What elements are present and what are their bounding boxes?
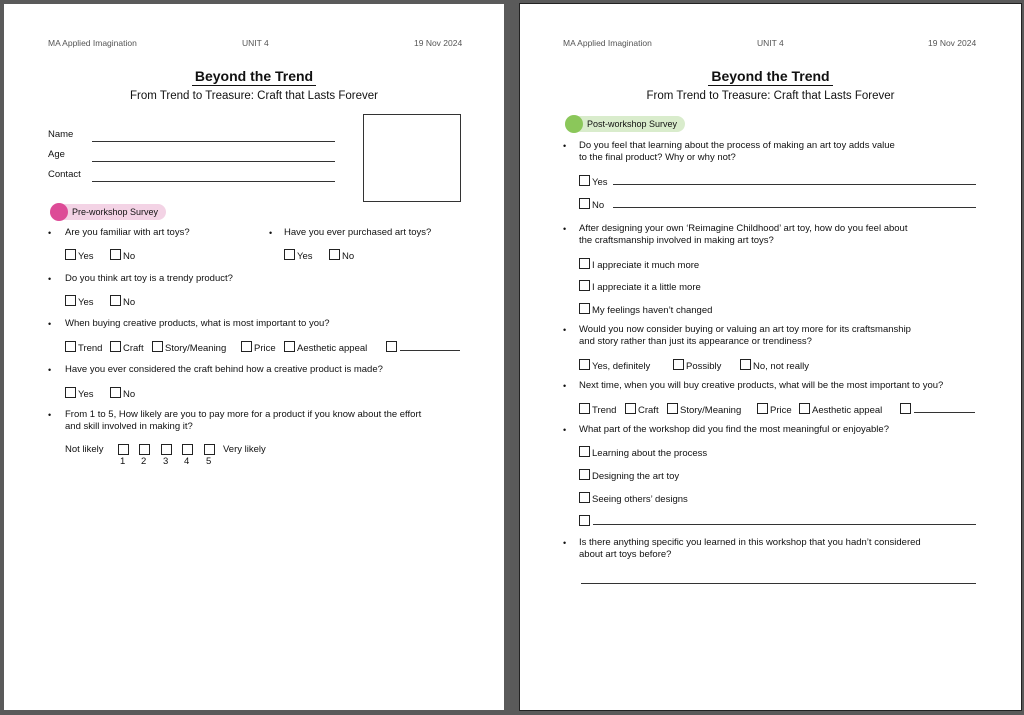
bullet: •: [269, 228, 273, 238]
pre-q4-text: When buying creative products, what is most important to you?: [65, 318, 330, 329]
post-q4-option-aesthetic[interactable]: Aesthetic appeal: [799, 403, 882, 417]
post-q1-yes[interactable]: Yes: [579, 175, 608, 189]
scale-option-4[interactable]: [182, 444, 193, 455]
scale-option-1[interactable]: [118, 444, 129, 455]
bullet: •: [48, 228, 52, 238]
scale-number-5: 5: [206, 456, 212, 467]
header-program: MA Applied Imagination: [563, 38, 652, 48]
header-date: 19 Nov 2024: [414, 38, 463, 48]
pre-q4-option-trend[interactable]: Trend: [65, 341, 102, 355]
pre-q3-yes[interactable]: Yes: [65, 295, 94, 309]
bullet: •: [563, 141, 567, 151]
post-q1-text-line2: to the final product? Why or why not?: [579, 152, 736, 163]
bullet: •: [48, 274, 52, 284]
post-q5-option-process[interactable]: Learning about the process: [579, 446, 707, 460]
post-q6-text-line1: Is there anything specific you learned in this workshop that you hadn’t considered: [579, 537, 921, 548]
post-survey-heading: Post-workshop Survey: [565, 116, 685, 132]
bullet: •: [563, 538, 567, 548]
header-unit: UNIT 4: [242, 38, 269, 48]
scale-number-3: 3: [163, 456, 169, 467]
pre-q4-option-story[interactable]: Story/Meaning: [152, 341, 226, 355]
header-unit: UNIT 4: [757, 38, 784, 48]
post-q5-option-other[interactable]: [579, 515, 590, 526]
contact-label: Contact: [48, 169, 81, 180]
survey-page-pre: [4, 4, 504, 710]
green-dot-icon: [565, 115, 583, 133]
pre-q1-yes[interactable]: Yes: [65, 249, 94, 263]
scale-low-label: Not likely: [65, 444, 104, 455]
bullet: •: [48, 365, 52, 375]
post-q4-option-trend[interactable]: Trend: [579, 403, 616, 417]
post-q2-text-line1: After designing your own ‘Reimagine Childhood’ art toy, how do you feel about: [579, 223, 908, 234]
scale-high-label: Very likely: [223, 444, 266, 455]
name-field[interactable]: [92, 141, 335, 142]
post-q4-other-field[interactable]: [914, 412, 975, 413]
post-q3-text-line1: Would you now consider buying or valuing an art toy more for its craftsmanship: [579, 324, 911, 335]
contact-field[interactable]: [92, 181, 335, 182]
post-q6-answer-field[interactable]: [581, 583, 976, 584]
pre-q2-text: Have you ever purchased art toys?: [284, 227, 432, 238]
post-q3-option-not-really[interactable]: No, not really: [740, 359, 809, 373]
header-date: 19 Nov 2024: [928, 38, 977, 48]
post-q3-text-line2: and story rather than just its appearance or trendiness?: [579, 336, 812, 347]
bullet: •: [563, 224, 567, 234]
post-q4-option-other[interactable]: [900, 403, 911, 414]
post-q5-option-designing[interactable]: Designing the art toy: [579, 469, 679, 483]
post-q5-text: What part of the workshop did you find the most meaningful or enjoyable?: [579, 424, 889, 435]
age-label: Age: [48, 149, 65, 160]
pre-q2-yes[interactable]: Yes: [284, 249, 313, 263]
scale-number-2: 2: [141, 456, 147, 467]
scale-option-3[interactable]: [161, 444, 172, 455]
pre-survey-heading: Pre-workshop Survey: [50, 204, 166, 220]
post-q5-option-others-designs[interactable]: Seeing others’ designs: [579, 492, 688, 506]
age-field[interactable]: [92, 161, 335, 162]
post-q4-option-price[interactable]: Price: [757, 403, 792, 417]
pre-q4-option-aesthetic[interactable]: Aesthetic appeal: [284, 341, 367, 355]
pre-q5-text: Have you ever considered the craft behind how a creative product is made?: [65, 364, 383, 375]
post-q2-option-little-more[interactable]: I appreciate it a little more: [579, 280, 701, 294]
pink-dot-icon: [50, 203, 68, 221]
pre-q3-text: Do you think art toy is a trendy product?: [65, 273, 233, 284]
scale-number-4: 4: [184, 456, 190, 467]
bullet: •: [563, 381, 567, 391]
page-subtitle: From Trend to Treasure: Craft that Lasts Forever: [646, 90, 895, 102]
scale-option-5[interactable]: [204, 444, 215, 455]
post-q2-option-unchanged[interactable]: My feelings haven’t changed: [579, 303, 712, 317]
pre-q5-yes[interactable]: Yes: [65, 387, 94, 401]
pre-q3-no[interactable]: No: [110, 295, 135, 309]
pre-q2-no[interactable]: No: [329, 249, 354, 263]
post-q1-yes-reason-field[interactable]: [613, 184, 976, 185]
bullet: •: [48, 410, 52, 420]
pre-q1-text: Are you familiar with art toys?: [65, 227, 190, 238]
post-q1-no[interactable]: No: [579, 198, 604, 212]
post-q6-text-line2: about art toys before?: [579, 549, 672, 560]
pre-q6-text-line2: and skill involved in making it?: [65, 421, 193, 432]
post-q5-other-field[interactable]: [593, 524, 976, 525]
page-subtitle: From Trend to Treasure: Craft that Lasts Forever: [130, 90, 378, 102]
scale-number-1: 1: [120, 456, 126, 467]
pre-q4-option-craft[interactable]: Craft: [110, 341, 144, 355]
post-q3-option-definitely[interactable]: Yes, definitely: [579, 359, 650, 373]
post-q3-option-possibly[interactable]: Possibly: [673, 359, 721, 373]
post-q4-option-story[interactable]: Story/Meaning: [667, 403, 741, 417]
photo-box[interactable]: [363, 114, 461, 202]
header-program: MA Applied Imagination: [48, 38, 137, 48]
post-q2-option-much-more[interactable]: I appreciate it much more: [579, 258, 699, 272]
page-title: Beyond the Trend: [4, 68, 504, 84]
pre-q6-text-line1: From 1 to 5, How likely are you to pay more for a product if you know about the effort: [65, 409, 422, 420]
pre-q4-other-field[interactable]: [400, 350, 460, 351]
pre-q4-option-other[interactable]: [386, 341, 397, 352]
pre-q1-no[interactable]: No: [110, 249, 135, 263]
name-label: Name: [48, 129, 74, 140]
post-q4-text: Next time, when you will buy creative products, what will be the most important to you?: [579, 380, 944, 391]
scale-option-2[interactable]: [139, 444, 150, 455]
bullet: •: [563, 425, 567, 435]
pre-q4-option-price[interactable]: Price: [241, 341, 276, 355]
survey-page-post: [520, 4, 1021, 710]
post-q4-option-craft[interactable]: Craft: [625, 403, 659, 417]
post-q2-text-line2: the craftsmanship involved in making art toys?: [579, 235, 774, 246]
post-q1-text-line1: Do you feel that learning about the process of making an art toy adds value: [579, 140, 895, 151]
page-title: Beyond the Trend: [520, 68, 1021, 84]
bullet: •: [48, 319, 52, 329]
pre-q5-no[interactable]: No: [110, 387, 135, 401]
bullet: •: [563, 325, 567, 335]
post-q1-no-reason-field[interactable]: [613, 207, 976, 208]
